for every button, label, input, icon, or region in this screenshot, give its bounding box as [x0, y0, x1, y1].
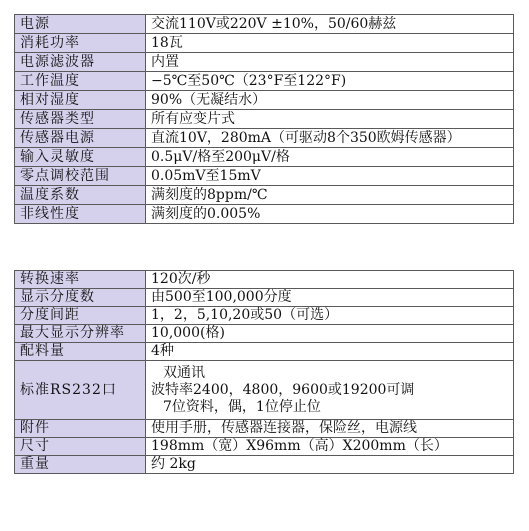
row-value: 所有应变片式 [146, 110, 514, 129]
table-row [15, 167, 514, 186]
row-value: 直流10V，280mA（可驱动8个350欧姆传感器） [146, 129, 514, 148]
table-row [15, 307, 514, 325]
row-value: 10,000(格) [146, 325, 514, 343]
table-row [15, 343, 514, 361]
row-label: 零点调校范围 [15, 167, 146, 186]
table-row [15, 325, 514, 343]
row-label: 最大显示分辨率 [15, 325, 146, 343]
row-label: 相对湿度 [15, 91, 146, 110]
row-value: 90%（无凝结水） [146, 91, 514, 110]
spec-table-performance [14, 270, 514, 474]
row-label: 尺寸 [15, 438, 146, 456]
row-label: 输入灵敏度 [15, 148, 146, 167]
row-value: 满刻度的8ppm/℃ [146, 186, 514, 205]
row-label: 传感器电源 [15, 129, 146, 148]
row-value: 0.05mV至15mV [146, 167, 514, 186]
table-row [15, 53, 514, 72]
table-row [15, 34, 514, 53]
table-row [15, 91, 514, 110]
table-row [15, 15, 514, 34]
table-row [15, 129, 514, 148]
row-value: 交流110V或220V ±10%，50/60赫兹 [146, 15, 514, 34]
row-value: −5℃至50℃（23°F至122°F) [146, 72, 514, 91]
row-value: 1，2，5,10,20或50（可选） [146, 307, 514, 325]
row-label: 工作温度 [15, 72, 146, 91]
row-label: 消耗功率 [15, 34, 146, 53]
row-label: 显示分度数 [15, 289, 146, 307]
row-label: 配料量 [15, 343, 146, 361]
table-row [15, 205, 514, 224]
row-label: 重量 [15, 456, 146, 474]
rs232-line-2: 波特率2400，4800，9600或19200可调 [151, 381, 415, 398]
row-value: 18瓦 [146, 34, 514, 53]
rs232-line-1: 双通讯 [163, 364, 205, 381]
row-label: 转换速率 [15, 271, 146, 289]
row-label: 非线性度 [15, 205, 146, 224]
row-label: 分度间距 [15, 307, 146, 325]
table-row [15, 289, 514, 307]
table-row [15, 361, 514, 420]
row-value: 0.5μV/格至200μV/格 [146, 148, 514, 167]
table-row [15, 186, 514, 205]
row-value: 约 2kg [146, 456, 514, 474]
table-row [15, 456, 514, 474]
row-value: 满刻度的0.005% [146, 205, 514, 224]
row-label: 电源滤波器 [15, 53, 146, 72]
row-value: 198mm（宽）X96mm（高）X200mm（长） [146, 438, 514, 456]
row-label: 电源 [15, 15, 146, 34]
row-value: 内置 [146, 53, 514, 72]
row-value [146, 361, 514, 420]
row-value: 由500至100,000分度 [146, 289, 514, 307]
spec-table-general [14, 14, 514, 224]
row-label: 传感器类型 [15, 110, 146, 129]
row-value: 120次/秒 [146, 271, 514, 289]
table-row [15, 110, 514, 129]
row-label: 附件 [15, 420, 146, 438]
table-row [15, 271, 514, 289]
table-row [15, 72, 514, 91]
rs232-line-3: 7位资料，偶，1位停止位 [163, 398, 321, 415]
table-row [15, 438, 514, 456]
row-value: 4种 [146, 343, 514, 361]
row-value: 使用手册，传感器连接器，保险丝，电源线 [146, 420, 514, 438]
row-label: 温度系数 [15, 186, 146, 205]
table-row [15, 148, 514, 167]
row-label: 标准RS232口 [15, 361, 146, 420]
table-row [15, 420, 514, 438]
